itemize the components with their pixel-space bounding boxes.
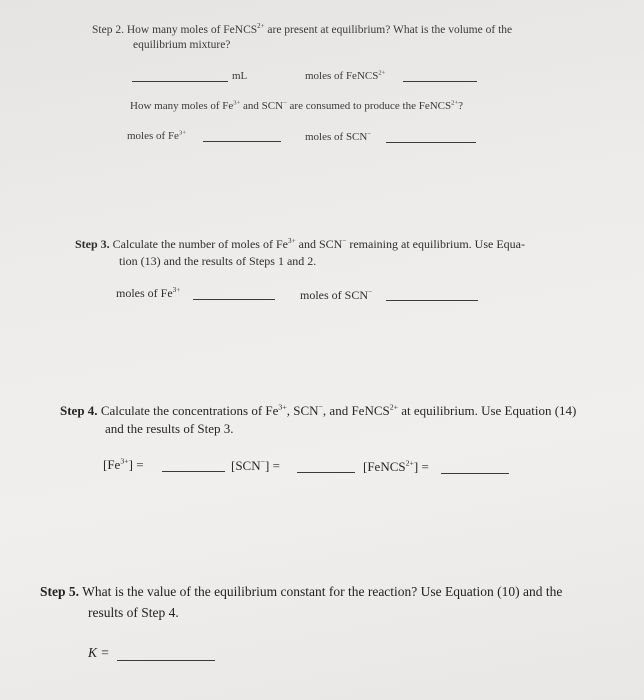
step2-moles-scn-label: moles of SCN− xyxy=(305,130,372,143)
ml-label: mL xyxy=(232,70,248,82)
k-label: K = xyxy=(88,645,110,660)
step2-moles-fe-blank[interactable] xyxy=(203,141,281,142)
step2-question-line1: Step 2. How many moles of FeNCS$^{2+}$ are present at equilibrium? What is the volume of the xyxy=(92,23,513,36)
step4-question-line1: Step 4. Calculate the concentrations of $Fe^{3+}$, SCN−, and FeNCS$^{2+}$ at equilibrium. Use Equation (14) xyxy=(60,402,577,418)
step5-question-line2: results of Step 4. xyxy=(88,605,179,620)
k-blank[interactable] xyxy=(117,660,215,661)
fencs-concentration-label: [FeNCS$^{2+}$] = xyxy=(363,458,429,474)
step3-moles-scn-label: moles of SCN− xyxy=(300,288,373,302)
step5-label: Step 5. xyxy=(40,584,80,599)
moles-fencs-blank[interactable] xyxy=(403,81,477,82)
step3-question-line2: tion (13) and the results of Steps 1 and 2. xyxy=(119,254,317,268)
step4-label: Step 4. xyxy=(60,403,98,418)
fe-concentration-blank[interactable] xyxy=(162,471,225,472)
step3-moles-fe-label: moles of $Fe^{3+}$ xyxy=(116,286,181,300)
step5-question-line1: Step 5. What is the value of the equilibrium constant for the reaction? Use Equation (10) and the xyxy=(40,584,563,599)
step3-question-line1: Step 3. Calculate the number of moles of $Fe^{3+}$ and SCN− remaining at equilibrium. Use Equa- xyxy=(75,237,525,251)
step3-label: Step 3. xyxy=(75,237,110,251)
scn-concentration-label: [SCN−] = xyxy=(231,457,280,473)
fe-concentration-label: $[Fe^{3+}]$ = xyxy=(103,456,144,472)
volume-blank[interactable] xyxy=(132,81,228,82)
fencs-concentration-blank[interactable] xyxy=(441,473,509,474)
step2-moles-fe-label: moles of $Fe^{3+}$ xyxy=(127,129,186,142)
step2-question-line2: equilibrium mixture? xyxy=(133,39,231,51)
step4-question-line2: and the results of Step 3. xyxy=(105,421,234,436)
moles-fencs-label: moles of FeNCS$^{2+}$ xyxy=(305,69,386,82)
step2-moles-scn-blank[interactable] xyxy=(386,142,476,143)
step2-label: Step 2. xyxy=(92,24,124,36)
step3-moles-scn-blank[interactable] xyxy=(386,300,478,301)
consumed-question: How many moles of $Fe^{3+}$ and SCN− are consumed to produce the FeNCS$^{2+}$? xyxy=(130,99,464,112)
step3-moles-fe-blank[interactable] xyxy=(193,299,275,300)
scn-concentration-blank[interactable] xyxy=(297,472,355,473)
